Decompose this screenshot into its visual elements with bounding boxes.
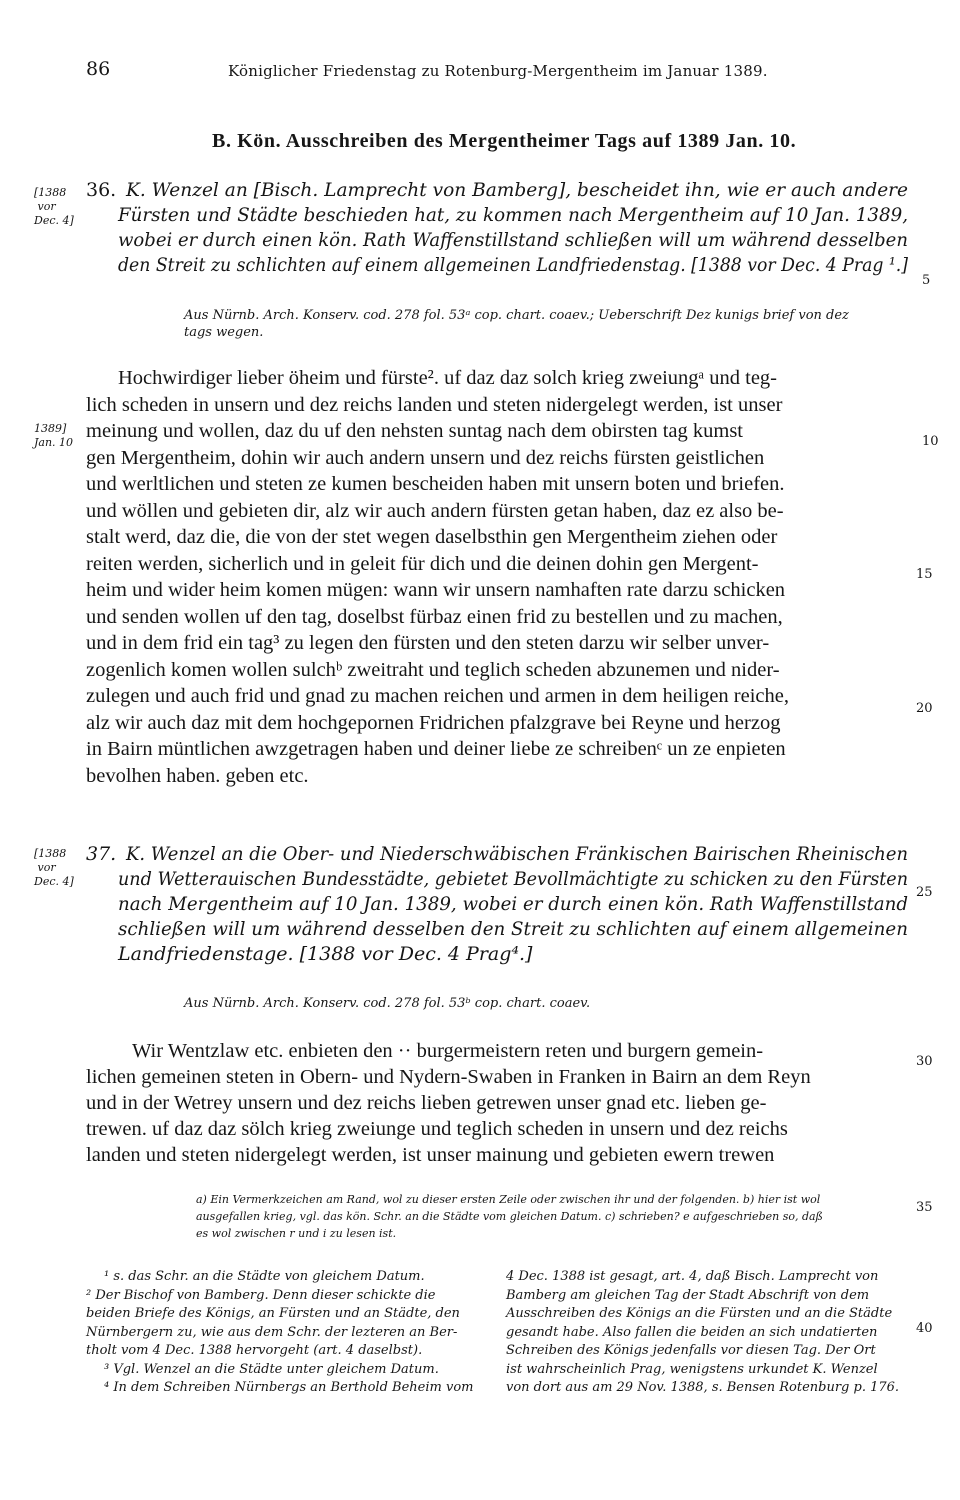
text-36-line-1: Hochwirdiger lieber öheim und fürste². uf daz daz solch krieg zweiungᵃ und teg- — [118, 367, 777, 389]
line-number-10: 10 — [922, 434, 939, 449]
text-37-line-3: und in der Wetrey unsern und dez reichs lieben getrewen unser gnad etc. lieben ge- — [86, 1092, 767, 1114]
text-36-line-4: gen Mergentheim, dohin wir auch andern unsern und dez reichs fürsten geistlichen — [86, 446, 765, 469]
regest-36-line-2: Fürsten und Städte beschieden hat, zu kommen nach Mergentheim auf 10 Jan. 1389, — [118, 204, 909, 226]
regest-36-line-1 — [86, 178, 116, 203]
text-36-line-13: zulegen und auch frid und gnad zu machen reichen und armen in dem heiligen reiche, — [86, 685, 789, 707]
footnote-left-line-4: Nürnbergern zu, wie aus dem Schr. der lezteren an Ber- — [86, 1324, 458, 1340]
regest-36-line-4: den Streit zu schlichten auf einem allgemeinen Landfriedenstag. [1388 vor Dec. 4 Prag ¹.] — [118, 254, 909, 276]
regest-37-number: 37. — [86, 843, 117, 865]
footnote-right-line-2: Bamberg am gleichen Tag der Stadt Abschrift von dem — [506, 1287, 870, 1303]
footnote-left-line-1: ¹ s. das Schr. an die Städte von gleichem Datum. — [104, 1269, 425, 1284]
line-number-30: 30 — [916, 1054, 933, 1069]
text-36-line-6: und wöllen und gebieten dir, alz wir auch andern fürsten getan haben, daz ez also be- — [86, 499, 784, 522]
section-title: B. Kön. Ausschreiben des Mergentheimer Tags auf 1389 Jan. 10. — [212, 130, 797, 152]
text-36-line-5: und werltlichen und steten ze kumen bescheiden haben mit unsern boten und briefen. — [86, 473, 785, 495]
line-number-15: 15 — [916, 567, 933, 582]
text-36-line-2: lich scheden in unsern und dez reichs landen und steten nidergelegt werden, ist unser — [86, 393, 783, 416]
text-36-line-16: bevolhen haben. geben etc. — [86, 764, 309, 787]
footnote-letter-line-3: es wol zwischen r und i zu lesen ist. — [196, 1227, 397, 1240]
line-number-20: 20 — [916, 701, 933, 716]
line-number-25: 25 — [916, 885, 933, 900]
source-36-line-2: tags wegen. — [184, 325, 264, 340]
footnote-right-line-7: von dort aus am 29 Nov. 1388, s. Bensen Rotenburg p. 176. — [506, 1380, 900, 1395]
text-36-line-9: heim und wider heim komen mügen: wann wir unsern namhaften rate darzu schicken — [86, 579, 786, 601]
margin-date-36b: 1389] Jan. 10 — [34, 422, 74, 449]
footnote-left-line-5: tholt vom 4 Dec. 1388 hervorgeht (art. 4 daselbst). — [86, 1343, 423, 1358]
regest-37-line-3: nach Mergentheim auf 10 Jan. 1389, wobei er durch einen kön. Rath Waffenstillstand — [118, 893, 909, 915]
footnote-left-line-3: beiden Briefe des Königs, an Fürsten und an Städte, den — [86, 1306, 460, 1321]
text-36-line-15: in Bairn müntlichen awzgetragen haben und deiner liebe ze schreibenᶜ un ze enpieten — [86, 738, 786, 760]
regest-36-line-3: wobei er durch einen kön. Rath Waffenstillstand schließen will um während desselben — [118, 229, 908, 251]
line-number-40: 40 — [916, 1321, 933, 1336]
text-36-line-12: zogenlich komen wollen sulchᵇ zweitraht und teglich scheden abzunemen und nider- — [86, 658, 780, 681]
footnote-right-line-4: gesandt habe. Also fallen die beiden an sich undatierten — [506, 1324, 878, 1340]
text-37-line-5: landen und steten nidergelegt werden, ist unser mainung und gebieten ewern trewen — [86, 1144, 775, 1166]
text-37-line-2: lichen gemeinen steten in Obern- und Nydern-Swaben in Franken in Bairn an dem Reyn — [86, 1066, 811, 1088]
text-36-line-8: reiten werden, sicherlich und in geleit für dich und die deinen dohin gen Mergent- — [86, 552, 759, 575]
margin-date-37: [1388 vor Dec. 4] — [34, 847, 74, 888]
footnote-left-line-2: ² Der Bischof von Bamberg. Denn dieser schickte die — [86, 1287, 436, 1303]
footnote-right-line-6: ist wahrscheinlich Prag, wenigstens urkundet K. Wenzel — [506, 1361, 878, 1377]
regest-37-line-1: K. Wenzel an die Ober- und Niederschwäbischen Fränkischen Bairischen Rheinischen — [126, 843, 909, 865]
footnote-left-line-6: ³ Vgl. Wenzel an die Städte unter gleichem Datum. — [104, 1361, 439, 1377]
text-36-line-11: und in dem frid ein tag³ zu legen den fürsten und den steten darzu wir selber unver- — [86, 632, 770, 654]
footnote-left-line-7: ⁴ In dem Schreiben Nürnbergs an Berthold Beheim vom — [104, 1380, 474, 1395]
footnote-right-line-5: Schreiben des Königs jedenfalls vor diesen Tag. Der Ort — [506, 1343, 876, 1358]
text-36-line-14: alz wir auch daz mit dem hochgepornen Fridrichen pfalzgrave bei Reyne und herzog — [86, 711, 781, 734]
footnote-right-line-3: Ausschreiben des Königs an die Fürsten und an die Städte — [506, 1306, 893, 1321]
source-36-line-1: Aus Nürnb. Arch. Konserv. cod. 278 fol. 53ᵃ cop. chart. coaev.; Ueberschrift Dez kunigs brief von dez — [184, 308, 849, 323]
text-36-line-3: meinung und wollen, daz du uf den nehsten suntag nach dem obirsten tag kumst — [86, 420, 744, 442]
regest-37-line-4: schließen will um während desselben den Streit zu schlichten auf einem allgemeinen — [118, 918, 908, 940]
footnote-right-line-1: 4 Dec. 1388 ist gesagt, art. 4, daß Bisch. Lamprecht von — [506, 1269, 879, 1284]
footnote-letter-line-2: ausgefallen krieg, vgl. das kön. Schr. an die Städte vom gleichen Datum. c) schrieben? e aufgeschrieben so, daß — [196, 1210, 823, 1223]
regest-37-line-2: und Wetterauischen Bundesstädte, gebietet Bevollmächtigte zu schicken zu den Fürsten — [118, 868, 909, 890]
running-title: Königlicher Friedenstag zu Rotenburg-Mergentheim im Januar 1389. — [228, 62, 768, 80]
line-number-35: 35 — [916, 1200, 933, 1215]
regest-36-line-1-text: K. Wenzel an [Bisch. Lamprecht von Bamberg], bescheidet ihn, wie er auch andere — [126, 179, 909, 201]
source-37-line: Aus Nürnb. Arch. Konserv. cod. 278 fol. 53ᵇ cop. chart. coaev. — [184, 996, 591, 1011]
line-number-5: 5 — [922, 273, 931, 288]
text-37-line-4: trewen. uf daz daz sölch krieg zweiunge und teglich scheden in unsern und dez reichs — [86, 1118, 788, 1140]
margin-date-36: [1388 vor Dec. 4] — [34, 186, 74, 227]
text-36-line-10: und senden wollen uf den tag, doselbst fürbaz einen frid zu bestellen und zu machen, — [86, 605, 783, 628]
regest-37-line-5: Landfriedenstage. [1388 vor Dec. 4 Prag⁴.] — [118, 943, 533, 965]
text-36-line-7: stalt werd, daz die, die von der stet wegen daselbsthin gen Mergentheim ziehen oder — [86, 526, 778, 548]
page-number: 86 — [86, 58, 111, 80]
regest-36-number: 36. — [86, 179, 117, 201]
text-37-line-1: Wir Wentzlaw etc. enbieten den ·· burgermeistern reten und burgern gemein- — [132, 1040, 764, 1062]
footnote-letter-line-1: a) Ein Vermerkzeichen am Rand, wol zu dieser ersten Zeile oder zwischen ihr und der folgenden. b) hier ist wol — [196, 1193, 821, 1206]
